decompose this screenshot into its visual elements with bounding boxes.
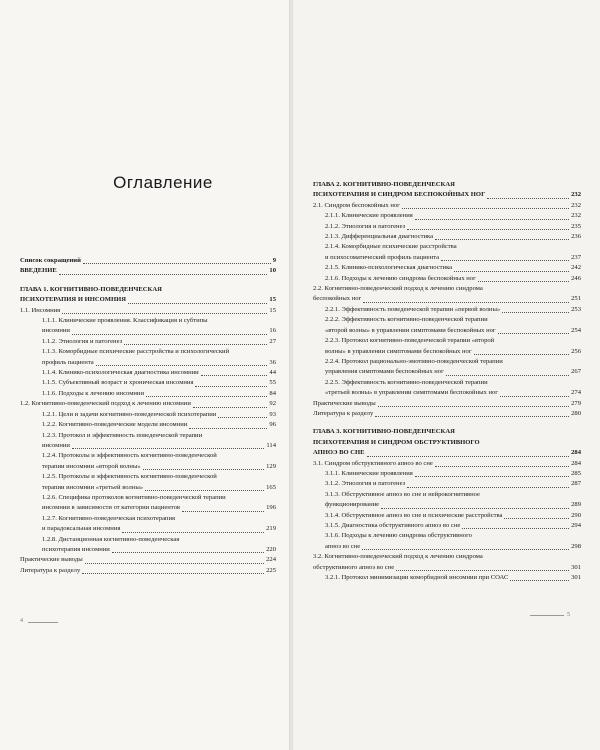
toc-entry-title: 3.1.2. Этиология и патогенез [325,480,406,488]
toc-entry [313,222,581,232]
toc-entry [20,451,276,461]
toc-entry [313,201,581,211]
toc-entry [313,357,581,378]
toc-entry-page: 280 [571,409,581,417]
dot-leader [195,386,267,387]
toc-entry-line: ГЛАВА 3. КОГНИТИВНО-ПОВЕДЕНЧЕСКАЯ [313,428,455,436]
toc-entry-page: 9 [272,257,276,264]
toc-entry-title: 2.1.2. Этиология и патогенез [325,222,406,230]
dot-leader [72,448,264,449]
toc-entry-page: 196 [266,504,276,512]
toc-entry-page: 15 [269,296,276,304]
toc-title: Оглавление [113,173,213,192]
toc-entry [20,358,276,368]
dot-leader [96,365,268,366]
toc-entry-title: 1.1.5. Субъективный возраст и хроническая инсомния [42,379,194,387]
toc-entry [20,545,276,555]
toc-entry-line: 3.2. Когнитивно-поведенческий подход к лечению синдрома [313,553,483,561]
toc-entry [20,410,276,420]
toc-entry-line: ГЛАВА 2. КОГНИТИВНО-ПОВЕДЕНЧЕСКАЯ [313,181,455,188]
toc-entry-line: 2.2.5. Эффективность когнитивно-поведенческой терапии [325,378,488,386]
dot-leader [85,563,264,564]
dot-leader [402,208,569,209]
dot-leader [500,396,569,397]
dot-leader [435,466,569,467]
toc-entry-title: 3.1.4. Обструктивное апноэ во сне и психические расстройства [325,511,503,519]
toc-entry-title: 1.2. Когнитивно-поведенческий подход к лечению инсомнии [20,400,191,408]
toc-entry [313,242,581,263]
page-number-rule-left [28,622,58,623]
toc-entry-page: 114 [266,441,276,449]
dot-leader [510,580,569,581]
toc-entry-title: 2.1.5. Клинико-психологическая диагностика [325,264,453,272]
dot-leader [367,456,570,457]
toc-entry-page: 290 [571,511,581,519]
dot-leader [378,406,569,407]
toc-entry-line: 3.1.3. Обструктивное апноэ во сне и нейрокогнитивное [325,490,480,498]
toc-entry-title: беспокойных ног [313,295,362,303]
dot-leader [128,303,267,304]
toc-entry [313,427,581,458]
toc-entry-page: 15 [269,306,276,314]
toc-entry-page: 55 [269,379,276,387]
toc-entry-page: 242 [571,264,581,272]
dot-leader [193,407,268,408]
dot-leader [407,229,569,230]
toc-entry [313,232,581,242]
toc-entry [20,399,276,409]
toc-entry-page: 284 [571,449,581,457]
dot-leader [72,334,267,335]
toc-entry-page: 274 [571,389,581,397]
toc-entry-title: апноэ во сне [325,542,361,550]
toc-entry-title: 1.1. Инсомния [20,306,61,314]
left-toc-column [20,172,276,576]
toc-entry-title: «третьей волны» в управлении симптомами беспокойных ног [325,389,499,397]
toc-entry [313,459,581,469]
page-number-left: 4 [20,618,23,624]
toc-entry [313,211,581,221]
toc-entry [313,490,581,511]
toc-entry [313,409,581,419]
toc-entry-title: и психосоматический профиль пациента [325,253,440,261]
toc-entry [313,336,581,357]
toc-entry-page: 267 [571,368,581,376]
toc-entry-title: терапии инсомнии «третьей волны» [42,483,144,491]
toc-entry-title: терапии инсомнии «второй волны» [42,462,141,470]
toc-entry-line: 2.2.2. Эффективность когнитивно-поведенческой терапии [325,316,488,324]
toc-entry [313,284,581,305]
toc-entry-title: управления симптомами беспокойных ног [325,368,444,376]
dot-leader [504,518,569,519]
toc-entry [313,552,581,573]
toc-entry-page: 96 [269,421,276,429]
toc-entry [20,306,276,316]
toc-entry-title: профиль пациента [42,358,94,366]
dot-leader [122,532,264,533]
toc-entry-title: 2.1.1. Клинические проявления [325,212,413,220]
toc-entry-page: 287 [571,480,581,488]
toc-entry [20,256,276,266]
toc-entry [20,524,276,534]
toc-entry-title: 2.1.3. Дифференциальная диагностика [325,233,434,241]
dot-leader [83,263,271,264]
toc-entry-title: волны» в управлении симптомами беспокойных ног [325,347,472,355]
toc-entry [20,503,276,513]
toc-entry-page: 84 [269,389,276,397]
toc-entry-title: 1.2.2. Когнитивно-поведенческие модели инсомнии [42,421,188,429]
toc-entry [20,514,276,524]
toc-entry-page: 232 [571,201,581,209]
toc-entry-page: 232 [571,212,581,220]
dot-leader [59,274,268,275]
toc-entry-title: 1.2.6. Специфика протоколов когнитивно-поведенческой терапии [42,493,226,501]
toc-entry-title: 1.2.3. Протокол и эффективность поведенческой терапии [42,431,203,439]
toc-entry-title: 1.1.3. Коморбидные психические расстройства и психологический [42,348,230,356]
toc-entry [20,368,276,378]
toc-entry-page: 298 [571,542,581,550]
dot-leader [415,476,569,477]
toc-entry-title: 2.1.6. Подходы к лечению синдрома беспокойных ног [325,274,476,282]
dot-leader [462,528,569,529]
dot-leader [474,354,570,355]
dot-leader [502,312,569,313]
toc-entry [20,316,276,326]
toc-entry-title: 1.2.4. Протоколы и эффективность когнитивно-поведенческой [42,452,217,460]
toc-entry [20,566,276,576]
toc-entry-page: 253 [571,305,581,313]
toc-entry-page: 36 [269,358,276,366]
dot-leader [441,260,569,261]
toc-entry [20,535,276,545]
dot-leader [62,313,267,314]
toc-entry-title: 1.1.2. Этиология и патогенез [42,337,123,345]
page-number-rule-right [530,615,564,616]
toc-entry-page: 44 [269,369,276,377]
toc-entry [313,305,581,315]
toc-entry-page: 256 [571,347,581,355]
toc-entry-title: Литература к разделу [313,409,374,417]
dot-leader [498,333,569,334]
toc-entry [20,326,276,336]
dot-leader [363,302,569,303]
toc-entry-page: 10 [269,267,276,275]
toc-entry-title: 3.1. Синдром обструктивного апноэ во сне [313,459,433,467]
toc-entry-page: 285 [571,469,581,477]
toc-entry-line: ПСИХОТЕРАПИЯ И СИНДРОМ ОБСТРУКТИВНОГО [313,438,480,446]
toc-entry-line: 2.2.3. Протокол когнитивно-поведенческой терапии «второй [325,337,495,345]
dot-leader [407,487,569,488]
toc-entry-page: 237 [571,253,581,261]
dot-leader [478,281,569,282]
toc-entry-page: 236 [571,233,581,241]
toc-entry [20,493,276,503]
dot-leader [454,271,569,272]
toc-entry-title: 1.1.4. Клинико-психологическая диагностика инсомнии [42,369,199,377]
toc-entry-title: 1.1.1. Клинические проявления. Классификация и субтипы [42,317,208,325]
toc-entry-title: Практические выводы [20,556,83,564]
toc-entry [20,378,276,388]
toc-entry [20,420,276,430]
toc-entry-page: 289 [571,501,581,509]
dot-leader [218,417,267,418]
toc-entry-title: ВВЕДЕНИЕ [20,267,57,275]
dot-leader [189,428,267,429]
toc-entry [20,347,276,357]
toc-entry-title: 2.1. Синдром беспокойных ног [313,201,400,209]
toc-entry-title: 1.2.5. Протоколы и эффективность когнитивно-поведенческой [42,473,217,481]
toc-entry-title: 3.1.5. Диагностика обструктивного апноэ во сне [325,522,461,529]
toc-entry [313,315,581,336]
toc-entry-title: 1.1.6. Подходы к лечению инсомнии [42,389,144,397]
toc-entry-page: 225 [266,566,276,574]
toc-entry-title: ПСИХОТЕРАПИЯ И ИНСОМНИЯ [20,296,126,304]
toc-entry [313,479,581,489]
dot-leader [82,573,264,574]
toc-entry-page: 284 [571,459,581,467]
toc-entry-title: 1.2.1. Цели и задачи когнитивно-поведенческой психотерапии [42,410,217,418]
toc-entry-title: инсомнии в зависимости от категории пациентов [42,504,180,512]
dot-leader [146,396,267,397]
dot-leader [381,508,569,509]
toc-entry [313,469,581,479]
toc-entry-page: 235 [571,222,581,230]
toc-entry-title: Список сокращений [20,257,81,264]
toc-entry-title: АПНОЭ ВО СНЕ [313,449,365,457]
toc-entry [20,555,276,565]
toc-entry-line: 2.1.4. Коморбидные психические расстройства [325,243,457,251]
toc-entry-page: 254 [571,326,581,334]
toc-entry-page: 92 [269,400,276,408]
toc-entry [20,337,276,347]
right-toc-column [313,180,581,583]
toc-entry-title: ПСИХОТЕРАПИЯ И СИНДРОМ БЕСПОКОЙНЫХ НОГ [313,191,486,199]
toc-entry-title: инсомнии [42,327,70,335]
toc-entry-page: 220 [266,545,276,553]
toc-entry [313,378,581,399]
toc-entry-title: функционирование [325,501,380,509]
dot-leader [182,511,264,512]
dot-leader [201,375,268,376]
dot-leader [362,549,569,550]
dot-leader [487,198,569,199]
toc-entry-line: 3.1.6. Подходы к лечению синдрома обструктивного [325,532,472,540]
toc-entry-page: 232 [571,191,581,199]
book-spine [289,0,293,750]
toc-entry [20,462,276,472]
toc-entry [313,521,581,531]
toc-entry-title: 3.2.1. Протокол минимизации коморбидной инсомнии при СОАС [325,574,509,582]
dot-leader [435,239,569,240]
toc-entry-page: 301 [571,574,581,582]
toc-entry [313,399,581,409]
dot-leader [145,490,264,491]
toc-entry-page: 246 [571,274,581,282]
toc-entry-title: инсомнии [42,441,70,449]
toc-entry-title: Литература к разделу [20,566,81,574]
toc-entry-title: 1.2.8. Дистанционная когнитивно-поведенческая [42,535,180,543]
dot-leader [446,375,569,376]
dot-leader [396,570,569,571]
toc-entry [20,472,276,482]
toc-entry [20,431,276,441]
toc-entry-title: 2.2.1. Эффективность поведенческой терапии «первой волны» [325,305,501,313]
toc-entry [313,573,581,583]
toc-entry [313,511,581,521]
page-number-right: 5 [567,612,570,618]
toc-entry-title: «второй волны» в управлении симптомами беспокойных ног [325,326,496,334]
toc-entry [20,285,276,306]
toc-entry-page: 129 [266,462,276,470]
toc-entry-page: 219 [266,525,276,533]
dot-leader [415,219,569,220]
toc-entry-page: 301 [571,563,581,571]
toc-entry-page: 16 [269,327,276,335]
dot-leader [375,416,569,417]
toc-entry-line: 2.2.4. Протокол рационально-эмотивно-поведенческой терапии [325,357,503,365]
dot-leader [143,469,264,470]
toc-entry-title: Практические выводы [313,399,376,407]
toc-entry [313,531,581,552]
toc-entry-title: и парадоксальная инсомния [42,525,121,533]
toc-entry-line: 2.2. Когнитивно-поведенческий подход к лечению синдрома [313,285,483,293]
toc-entry-title: 1.2.7. Когнитивно-поведенческая психотерапия [42,514,176,522]
toc-entry-page: 27 [269,337,276,345]
toc-entry-title: психотерапия инсомнии [42,545,110,553]
toc-entry-page: 224 [266,556,276,564]
toc-entry-page: 251 [571,295,581,303]
toc-entry [313,180,581,201]
toc-entry [313,274,581,284]
toc-entry [20,483,276,493]
toc-entry-title: обструктивного апноэ во сне [313,563,395,571]
toc-entry-page: 93 [269,410,276,418]
toc-entry [20,441,276,451]
toc-entry-page: 279 [571,399,581,407]
dot-leader [124,344,267,345]
toc-entry-line: ГЛАВА 1. КОГНИТИВНО-ПОВЕДЕНЧЕСКАЯ [20,285,162,293]
toc-entry [313,263,581,273]
dot-leader [112,552,264,553]
toc-entry [20,389,276,399]
toc-entry-title: 3.1.1. Клинические проявления [325,469,413,477]
toc-entry [20,266,276,276]
toc-entry-page: 294 [571,522,581,529]
toc-entry-page: 165 [266,483,276,491]
